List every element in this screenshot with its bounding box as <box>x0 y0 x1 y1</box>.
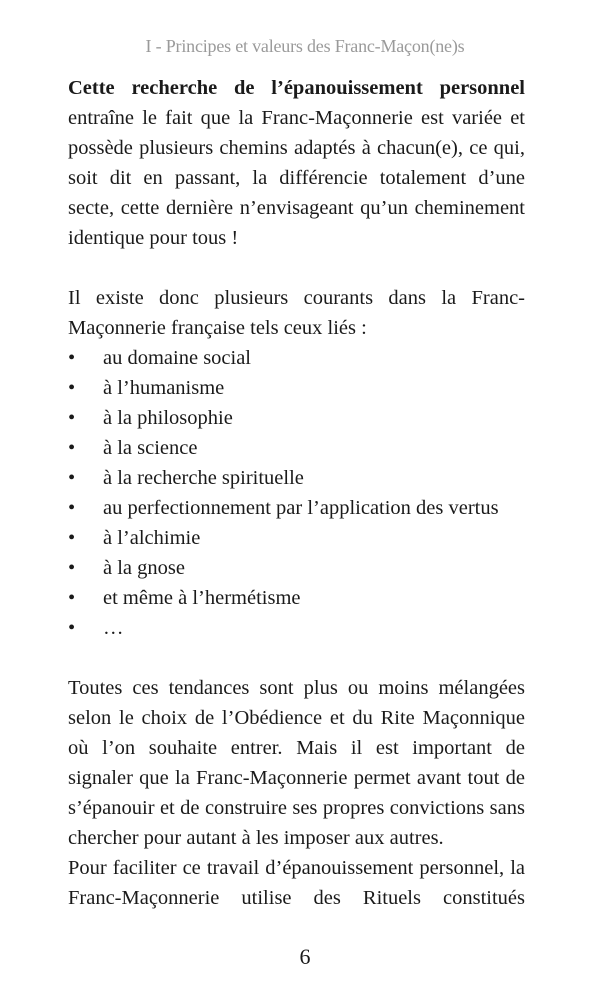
paragraph-intro-text: entraîne le fait que la Franc-Maçonnerie est variée et possède plusieurs chemins adaptés à chacun(e), ce qui, soit dit en passant, la différencie totalement d’une secte, cette dernière n’envisageant qu’un cheminement identique pour tous ! <box>68 107 525 249</box>
list-item <box>68 493 525 523</box>
list-item-text: à la gnose <box>103 557 185 579</box>
paragraph-tendencies: Toutes ces tendances sont plus ou moins mélangées selon le choix de l’Obédience et du Rite Maçonnique où l’on souhaite entrer. Mais il est important de signaler que la Franc-Maçonnerie permet avant tout de s’épanouir et de construire ses propres convictions sans chercher pour autant à les imposer aux autres. <box>68 677 525 849</box>
bullet-icon: • <box>68 377 76 399</box>
paragraph-rituals: Pour faciliter ce travail d’épanouissement personnel, la Franc-Maçonnerie utilise des Rituels constitués <box>68 857 525 909</box>
page-content <box>68 73 525 913</box>
bullet-icon: • <box>68 347 76 369</box>
paragraph-currents-intro: Il existe donc plusieurs courants dans la Franc-Maçonnerie française tels ceux liés : <box>68 287 525 339</box>
paragraph-spacer <box>68 643 525 673</box>
list-item-text: et même à l’hermétisme <box>103 587 301 609</box>
bold-lead-phrase: Cette recherche de l’épanouissement personnel <box>68 77 525 99</box>
list-item <box>68 523 525 553</box>
paragraph-intro <box>68 73 525 253</box>
page-number: 6 <box>299 944 311 969</box>
bullet-icon: • <box>68 557 76 579</box>
list-item <box>68 553 525 583</box>
list-item-text: à la recherche spirituelle <box>103 467 304 489</box>
list-item-text: à l’alchimie <box>103 527 201 549</box>
bullet-icon: • <box>68 407 76 429</box>
currents-list <box>68 343 525 643</box>
list-item <box>68 433 525 463</box>
bullet-icon: • <box>68 587 76 609</box>
list-item <box>68 403 525 433</box>
running-header: I - Principes et valeurs des Franc-Maçon(ne)s <box>145 36 465 56</box>
list-item-text: à l’humanisme <box>103 377 225 399</box>
list-item-text: au perfectionnement par l’application des vertus <box>103 497 499 519</box>
list-item <box>68 463 525 493</box>
list-item-text: à la philosophie <box>103 407 233 429</box>
list-item <box>68 613 525 643</box>
paragraph-spacer <box>68 253 525 283</box>
list-item <box>68 373 525 403</box>
bullet-icon: • <box>68 617 76 639</box>
list-item-text: au domaine social <box>103 347 252 369</box>
bullet-icon: • <box>68 437 76 459</box>
bullet-icon: • <box>68 467 76 489</box>
list-item-text: à la science <box>103 437 198 459</box>
bullet-icon: • <box>68 527 76 549</box>
list-item-text: … <box>103 617 124 639</box>
list-item <box>68 343 525 373</box>
list-item <box>68 583 525 613</box>
bullet-icon: • <box>68 497 76 519</box>
